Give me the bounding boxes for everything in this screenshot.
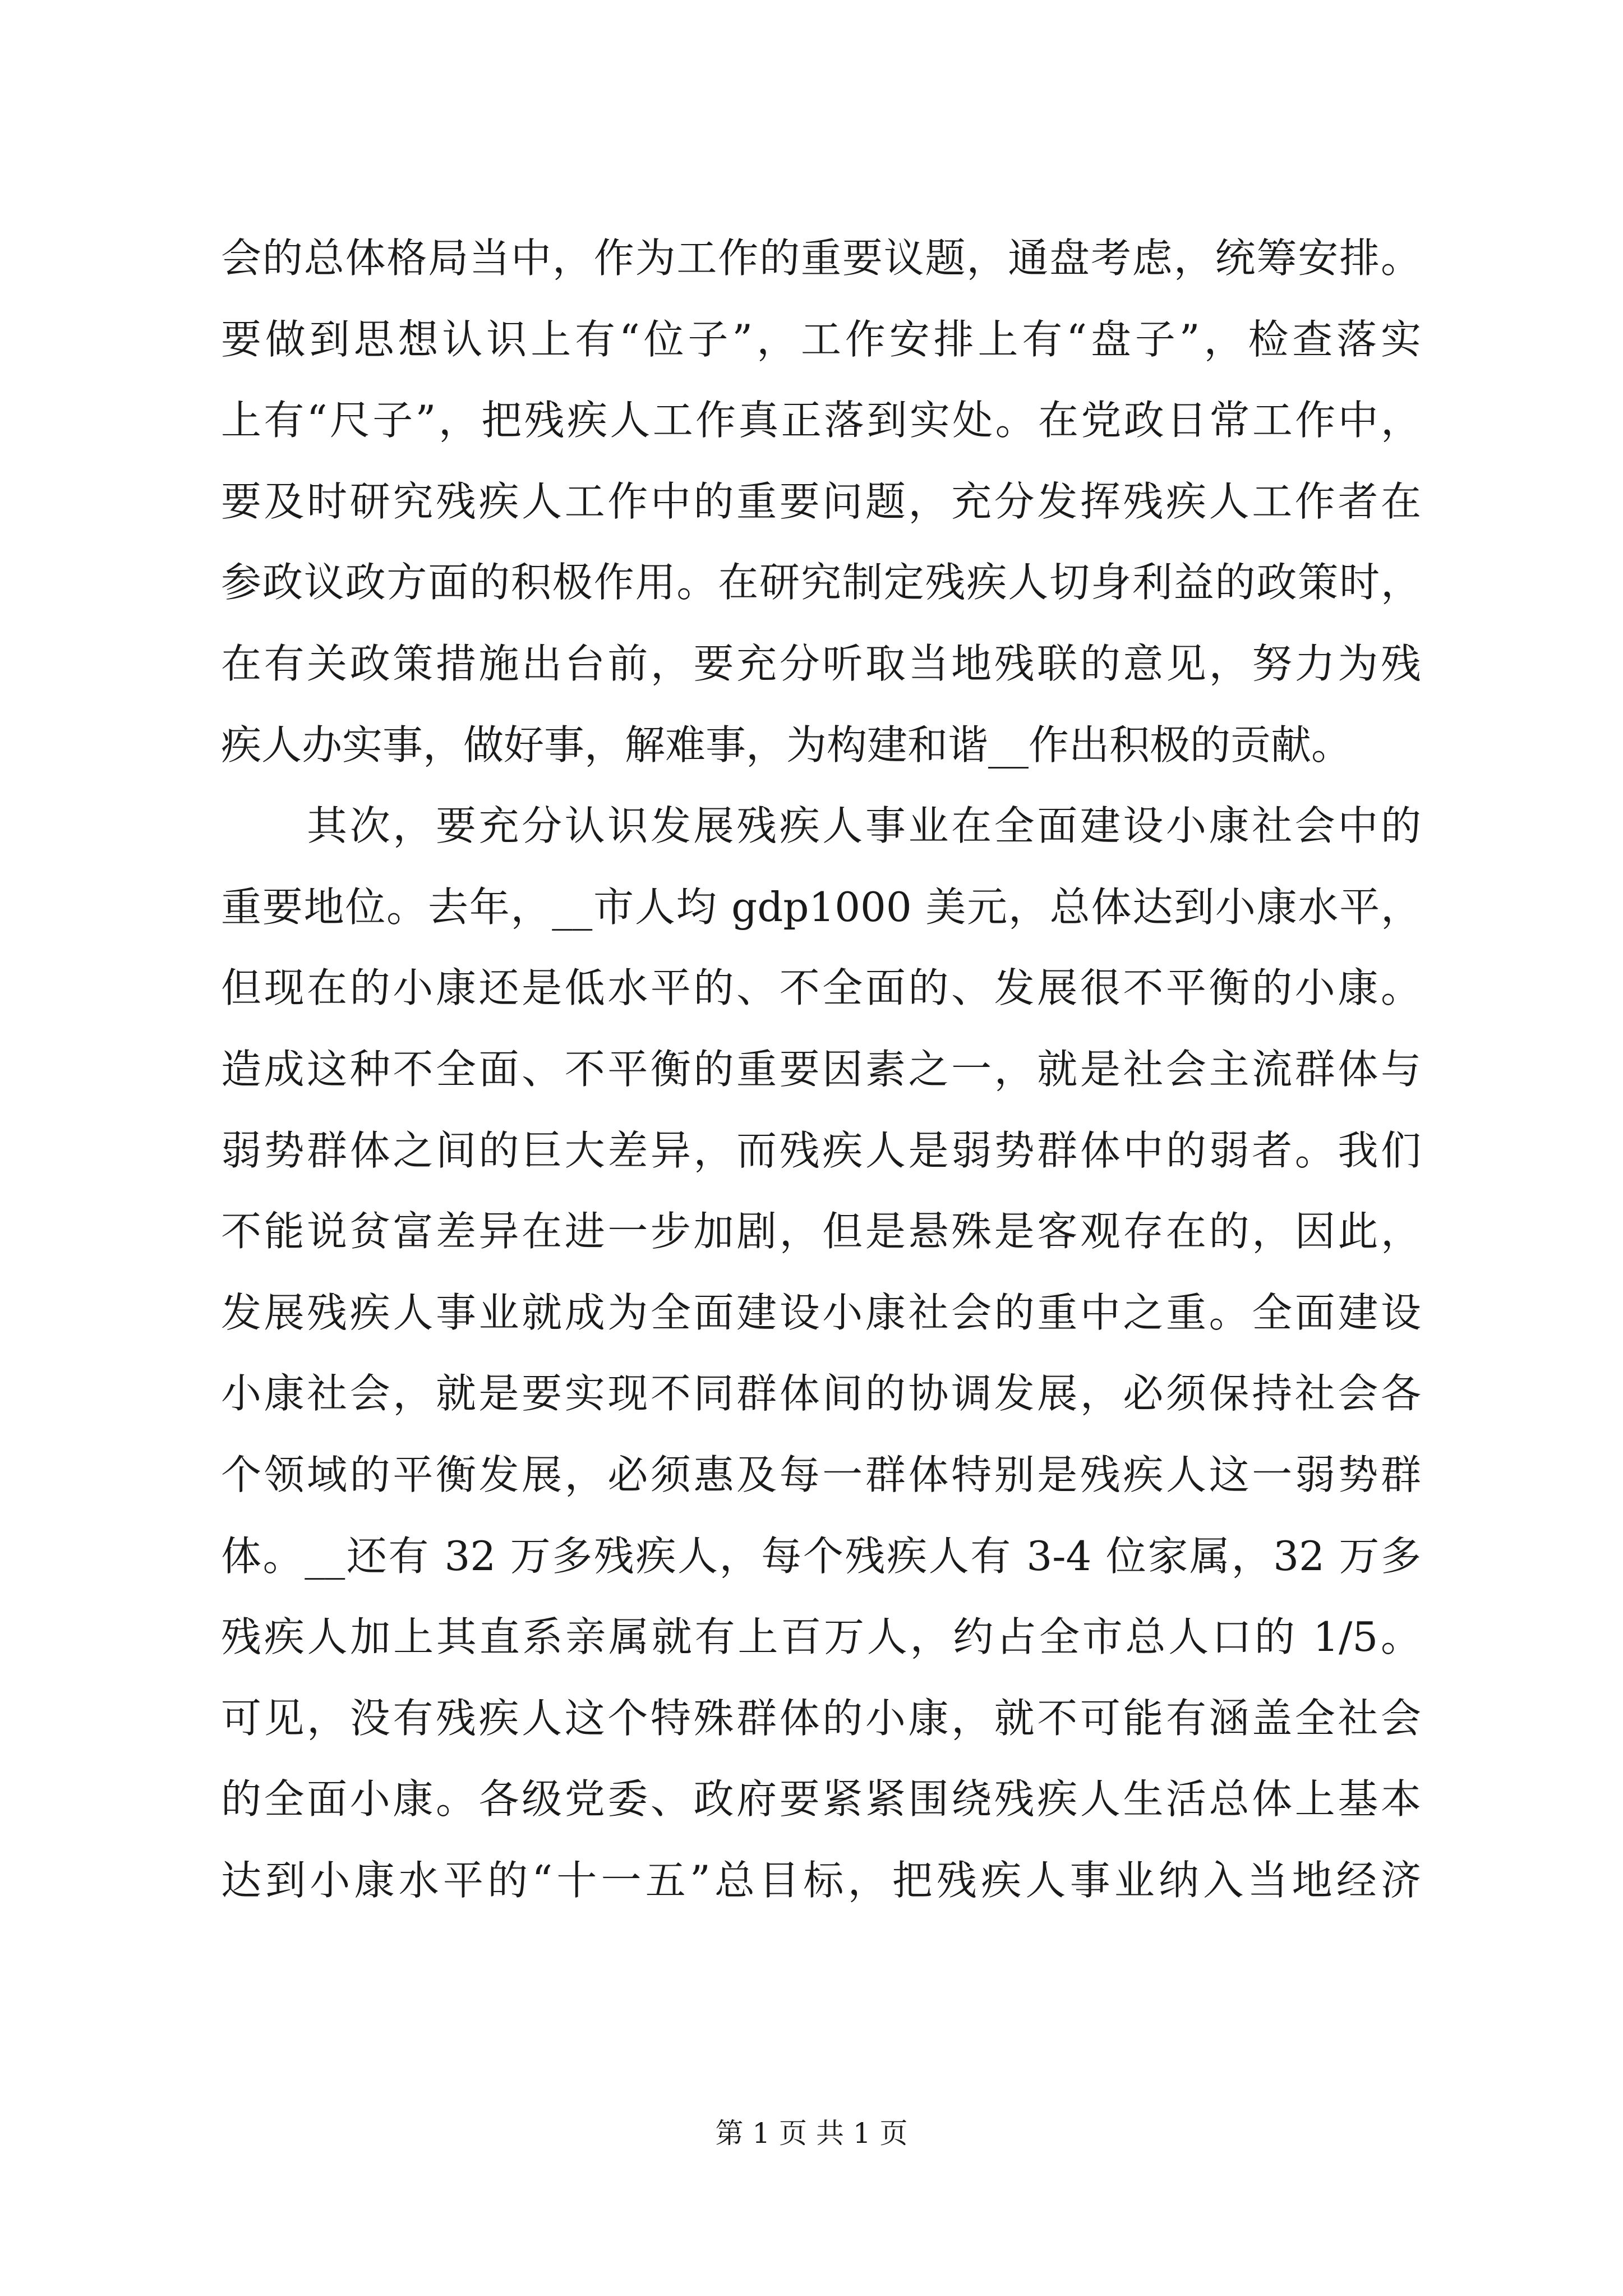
text-line: 可见，没有残疾人这个特殊群体的小康，就不可能有涵盖全社会 <box>221 1694 1421 1742</box>
page-number-label: 第 1 页 共 1 页 <box>715 2117 908 2150</box>
text-line: 的全面小康。各级党委、政府要紧紧围绕残疾人生活总体上基本 <box>221 1775 1421 1823</box>
text-line: 弱势群体之间的巨大差异，而残疾人是弱势群体中的弱者。我们 <box>221 1126 1421 1174</box>
text-line: 达到小康水平的“十一五”总目标，把残疾人事业纳入当地经济 <box>221 1856 1421 1904</box>
document-body <box>221 218 1421 1921</box>
page-footer <box>0 2114 1623 2153</box>
text-line: 小康社会，就是要实现不同群体间的协调发展，必须保持社会各 <box>221 1370 1421 1418</box>
text-line: 上有“尺子”，把残疾人工作真正落到实处。在党政日常工作中， <box>221 397 1421 444</box>
text-line: 会的总体格局当中，作为工作的重要议题，通盘考虑，统筹安排。 <box>221 234 1421 282</box>
text-line: 但现在的小康还是低水平的、不全面的、发展很不平衡的小康。 <box>221 964 1421 1012</box>
text-line: 不能说贫富差异在进一步加剧，但是悬殊是客观存在的，因此， <box>221 1208 1421 1255</box>
text-line: 在有关政策措施出台前，要充分听取当地残联的意见，努力为残 <box>221 639 1421 687</box>
text-line: 个领域的平衡发展，必须惠及每一群体特别是残疾人这一弱势群 <box>221 1451 1421 1498</box>
text-line: 要做到思想认识上有“位子”，工作安排上有“盘子”，检查落实 <box>221 315 1421 363</box>
text-line: 疾人办实事，做好事，解难事，为构建和谐__作出积极的贡献。 <box>221 721 1352 769</box>
text-line: 发展残疾人事业就成为全面建设小康社会的重中之重。全面建设 <box>221 1289 1421 1336</box>
text-line: 参政议政方面的积极作用。在研究制定残疾人切身利益的政策时， <box>221 559 1421 606</box>
paragraph-1 <box>221 218 1421 785</box>
paragraph-2 <box>221 785 1421 1921</box>
text-line: 其次，要充分认识发展残疾人事业在全面建设小康社会中的 <box>221 802 1421 850</box>
text-line: 重要地位。去年，__市人均 gdp1000 美元，总体达到小康水平， <box>221 883 1421 931</box>
text-line: 造成这种不全面、不平衡的重要因素之一，就是社会主流群体与 <box>221 1045 1421 1093</box>
text-line: 要及时研究残疾人工作中的重要问题，充分发挥残疾人工作者在 <box>221 477 1421 525</box>
text-line: 残疾人加上其直系亲属就有上百万人，约占全市总人口的 1/5。 <box>221 1613 1421 1661</box>
text-line: 体。__还有 32 万多残疾人，每个残疾人有 3-4 位家属，32 万多 <box>221 1532 1421 1580</box>
